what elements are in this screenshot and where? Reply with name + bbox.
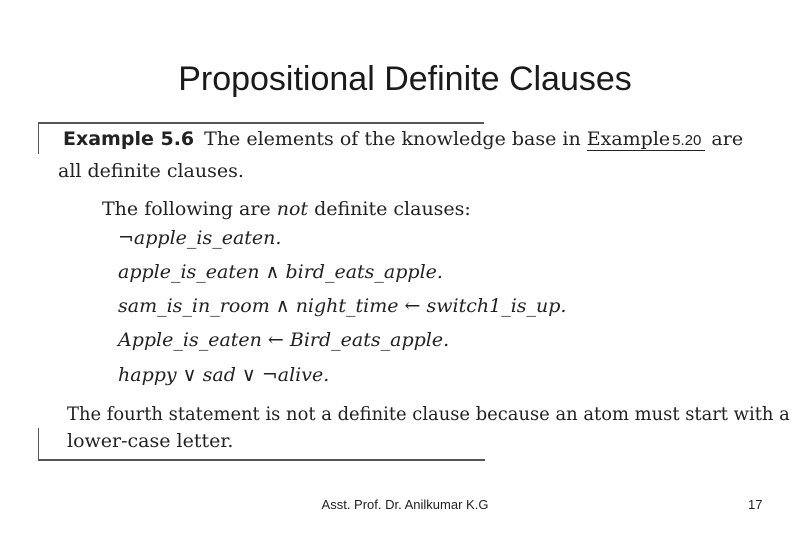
intro-line: [102, 198, 471, 220]
intro-emphasis: not: [276, 198, 309, 220]
explanation-line-2: lower-case letter.: [67, 430, 234, 452]
clause-4: Apple_is_eaten ← Bird_eats_apple.: [118, 329, 450, 351]
example-label: Example 5.6: [63, 128, 195, 150]
clause-2: apple_is_eaten ∧ bird_eats_apple.: [118, 261, 443, 283]
clause-1: ¬apple_is_eaten.: [118, 227, 282, 249]
example-text-after: are: [705, 128, 744, 150]
explanation-line-1: The fourth statement is not a definite clause because an atom must start with a: [67, 403, 790, 425]
example-continuation: all definite clauses.: [58, 160, 244, 182]
intro-prefix: The following are: [102, 198, 277, 220]
excerpt-left-rule-bottom: [38, 428, 39, 460]
clause-3: sam_is_in_room ∧ night_time ← switch1_is_up.: [118, 295, 567, 317]
example-ref-number: 5.20: [672, 132, 702, 149]
example-ref-word: Example: [586, 128, 671, 150]
example-reference[interactable]: [587, 128, 706, 151]
footer-author: Asst. Prof. Dr. Anilkumar K.G: [321, 497, 489, 512]
excerpt-left-rule-top: [38, 122, 39, 154]
slide-title: Propositional Definite Clauses: [178, 60, 632, 98]
example-text-before: The elements of the knowledge base in: [204, 128, 587, 150]
page-number: 17: [748, 497, 763, 512]
intro-suffix: definite clauses:: [308, 198, 471, 220]
example-heading-line: [63, 128, 743, 151]
excerpt-bottom-rule: [38, 459, 485, 461]
excerpt-top-rule: [38, 122, 484, 124]
clause-5: happy ∨ sad ∨ ¬alive.: [118, 364, 330, 386]
